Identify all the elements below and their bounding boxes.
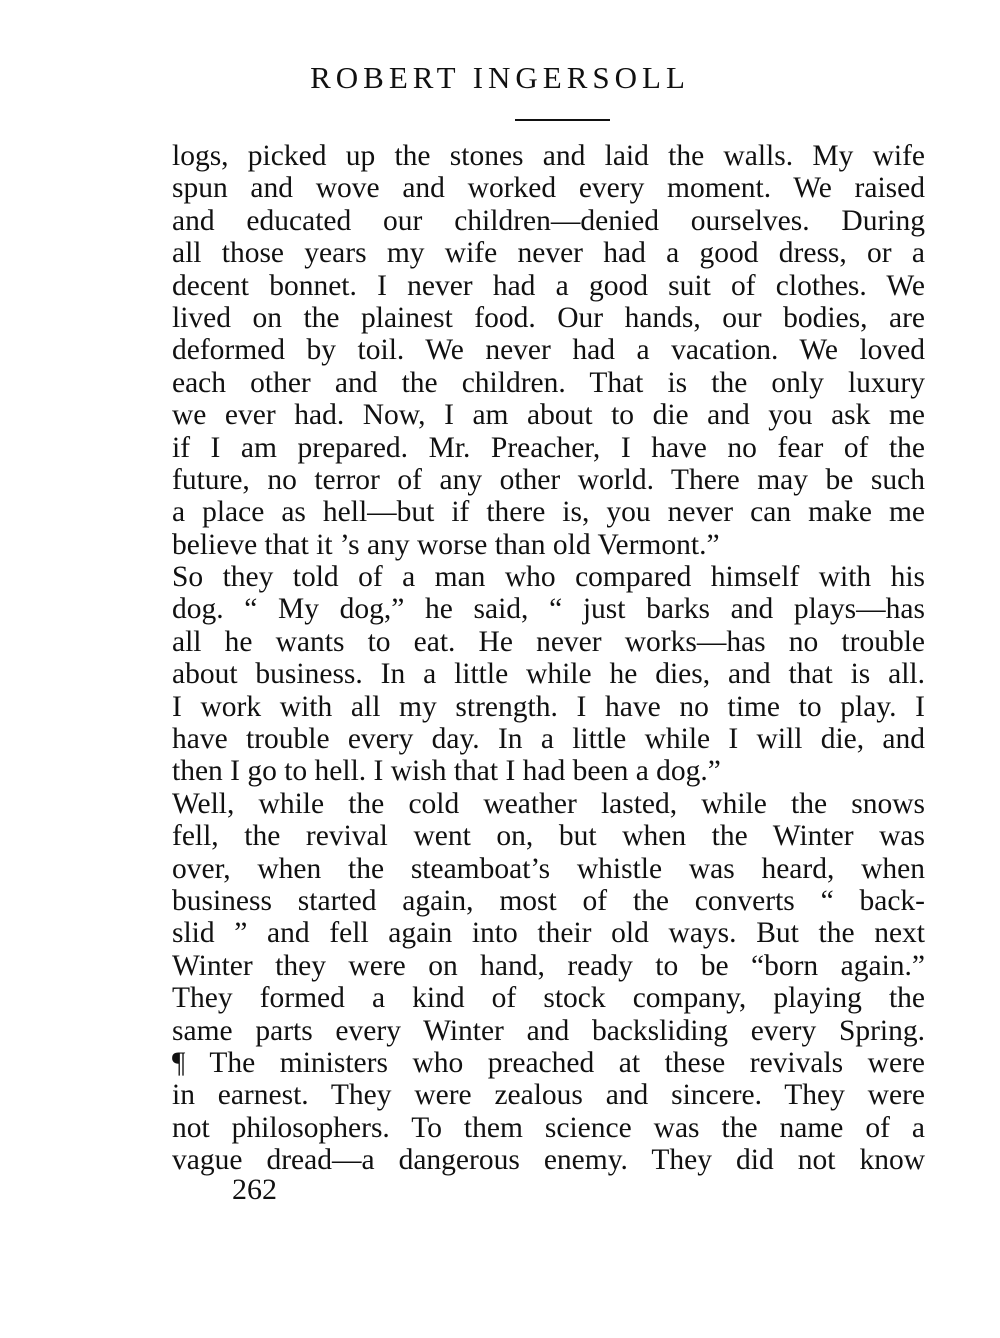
text-line: Well, while the cold weather lasted, while the snows (172, 787, 925, 820)
text-line: logs, picked up the stones and laid the walls. My wife (172, 140, 925, 172)
text-line: all he wants to eat. He never works—has no trouble (172, 625, 925, 658)
text-line: vague dread—a dangerous enemy. They did not know (172, 1144, 925, 1177)
text-line: spun and wove and worked every moment. We raised (172, 172, 925, 205)
text-line: a place as hell—but if there is, you never can make me (172, 496, 925, 529)
text-line: if I am prepared. Mr. Preacher, I have no fear of the (172, 431, 925, 464)
text-line: dog. “ My dog,” he said, “ just barks and plays—has (172, 593, 925, 626)
body-text (172, 140, 925, 1177)
text-line: fell, the revival went on, but when the Winter was (172, 820, 925, 853)
running-head: ROBERT INGERSOLL (310, 60, 690, 95)
text-line: I work with all my strength. I have no time to play. I (172, 690, 925, 723)
text-line: deformed by toil. We never had a vacation. We loved (172, 334, 925, 367)
text-line: lived on the plainest food. Our hands, our bodies, are (172, 301, 925, 334)
text-line: believe that it ’s any worse than old Vermont.” (172, 528, 720, 561)
text-line: decent bonnet. I never had a good suit of clothes. We (172, 269, 925, 302)
text-line: So they told of a man who compared himself with his (172, 561, 925, 594)
text-line: Winter they were on hand, ready to be “born again.” (172, 949, 925, 982)
text-line: future, no terror of any other world. There may be such (172, 463, 925, 496)
text-line: not philosophers. To them science was the name of a (172, 1111, 925, 1144)
text-line: each other and the children. That is the only luxury (172, 366, 925, 399)
text-line: in earnest. They were zealous and sincere. They were (172, 1079, 925, 1112)
text-line: we ever had. Now, I am about to die and you ask me (172, 399, 925, 432)
text-line: all those years my wife never had a good dress, or a (172, 237, 925, 270)
head-rule (515, 119, 610, 121)
page-number: 262 (232, 1173, 277, 1206)
text-line: ¶ The ministers who preached at these revivals were (172, 1046, 925, 1079)
text-line: slid ” and fell again into their old ways. But the next (172, 917, 925, 950)
text-line: and educated our children—denied ourselves. During (172, 204, 925, 237)
text-line: same parts every Winter and backsliding every Spring. (172, 1014, 925, 1047)
text-line: have trouble every day. In a little while I will die, and (172, 723, 925, 756)
text-line: They formed a kind of stock company, playing the (172, 982, 925, 1015)
text-line: then I go to hell. I wish that I had been a dog.” (172, 755, 721, 788)
text-line: business started again, most of the converts “ back- (172, 884, 925, 917)
text-line: over, when the steamboat’s whistle was heard, when (172, 852, 925, 885)
text-line: about business. In a little while he dies, and that is all. (172, 658, 925, 691)
